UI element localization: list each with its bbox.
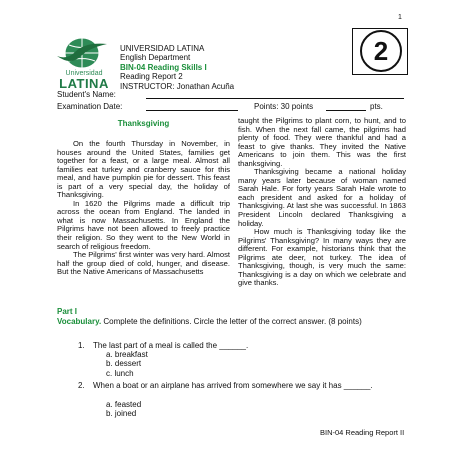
university-name: UNIVERSIDAD LATINA <box>120 44 205 53</box>
reading-left-column <box>57 140 230 277</box>
course-name: BIN-04 Reading Skills I <box>120 62 207 72</box>
reading-paragraph: Thanksgiving became a national holiday many years later because of woman named Sarah Hale. For forty years Sarah Hale wrote to each president and asked for a holiday of Thanksgiving. At last she was successful. In 1863 President Lincoln declared Thanksgiving a holiday. <box>238 167 406 228</box>
pts-label: pts. <box>370 102 383 111</box>
reading-paragraph: On the fourth Thursday in November, in houses around the United States, families get together for a feast, or a large meal. Almost all families eat turkey and cranberry sauce for this meal, and have pumpkin pie for dessert. This feast is part of a very special day, the holiday of Thanksgiving. <box>57 139 230 200</box>
question-number: 1. <box>78 341 85 350</box>
department-name: English Department <box>120 53 191 63</box>
logo-top-word: Universidad <box>65 70 103 77</box>
question-text: When a boat or an airplane has arrived from somewhere we say it has ______. <box>93 381 373 390</box>
points-line[interactable] <box>326 102 366 111</box>
instructor-name: INSTRUCTOR: Jonathan Acuña <box>120 81 235 91</box>
answer-option[interactable]: a. breakfast <box>106 350 148 359</box>
header-info <box>120 44 234 91</box>
reading-right-column <box>238 117 406 288</box>
instructions-text: Complete the definitions. Circle the letter of the correct answer. (8 points) <box>101 317 362 326</box>
part-instructions <box>57 317 407 326</box>
exam-date-label: Examination Date: <box>57 102 123 111</box>
exam-date-line[interactable] <box>146 102 238 111</box>
question-number: 2. <box>78 381 85 390</box>
logo-bottom-word: LATINA <box>59 76 109 91</box>
reading-paragraph: The Pilgrims' first winter was very hard. Almost half the group died of cold, hunger, and disease. But the Native Americans of Massachusetts <box>57 250 230 277</box>
points-label: Points: 30 points <box>254 102 314 111</box>
reading-paragraph: taught the Pilgrims to plant corn, to hunt, and to fish. When the next fall came, the pilgrims had plenty of food. They were thankful and had a feast to give thanks. They invited the Native Americans to join them. This was the first thanksgiving. <box>238 116 406 168</box>
reading-title: Thanksgiving <box>117 119 170 128</box>
question-text: The last part of a meal is called the ______. <box>93 341 249 350</box>
part-label: Part I <box>57 307 78 316</box>
answer-option[interactable]: b. dessert <box>106 359 142 369</box>
report-name: Reading Report 2 <box>120 72 183 82</box>
question-options <box>106 350 148 378</box>
question-options <box>106 400 141 419</box>
answer-option[interactable]: a. feasted <box>106 400 142 409</box>
reading-paragraph: In 1620 the Pilgrims made a difficult trip across the ocean from England. The landed in what is now Massachusetts. In England the Pilgrims have not been allowed to freely practice their religion. So they went to the New World in search of religious freedom. <box>57 198 230 251</box>
student-name-line[interactable] <box>146 90 404 99</box>
page-footer: BIN-04 Reading Report II <box>320 428 405 437</box>
reading-paragraph: How much is Thanksgiving today like the Pilgrims' Thanksgiving? In many ways they are different. For example, historians think that the Pilgrims ate deer, not turkey. The idea of Thanksgiving, though, is very much the same: Thanksgiving is a day on which we celebrate and give thanks. <box>238 227 406 288</box>
page-number: 1 <box>398 14 402 21</box>
vocabulary-label: Vocabulary. <box>57 317 102 326</box>
logo-text <box>56 70 112 90</box>
student-name-label: Student's Name: <box>57 90 116 99</box>
report-number-circle: 2 <box>360 30 402 72</box>
answer-option[interactable]: b. joined <box>106 409 137 419</box>
answer-option[interactable]: c. lunch <box>106 368 134 378</box>
